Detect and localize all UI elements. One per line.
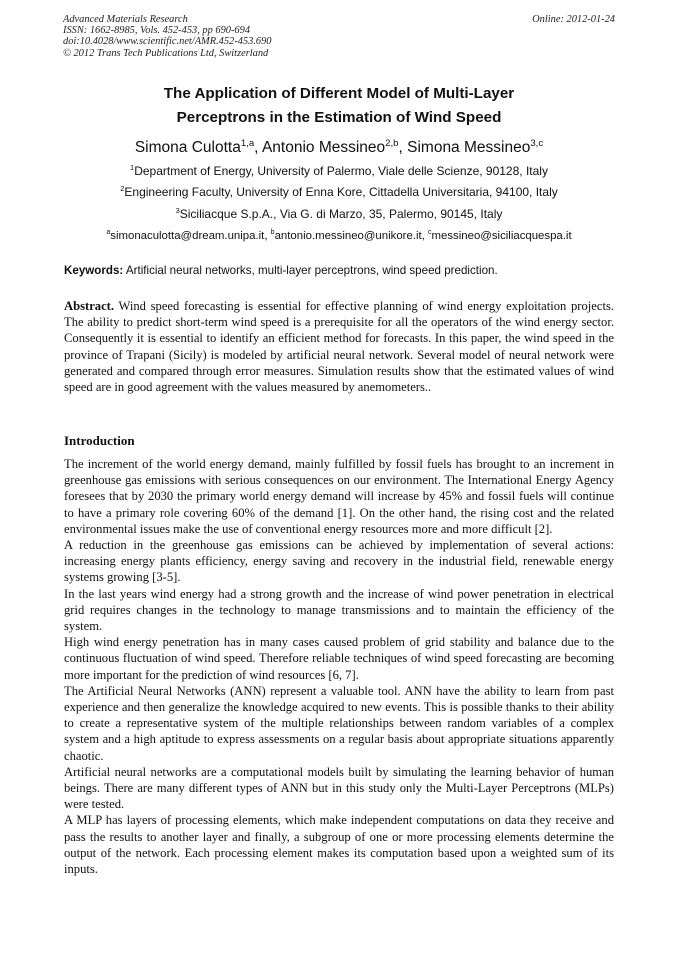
email-marker: c: [428, 229, 432, 237]
affiliation-text: Engineering Faculty, University of Enna Kore, Cittadella Universitaria, 94100, Italy: [124, 185, 558, 199]
author-list: Simona Culotta$^{1,a}$, Antonio Messineo$^{2,b}$, Simona Messineo$^{3,c}$: [134, 137, 544, 156]
affiliation-marker: 3: [175, 206, 180, 215]
author-marker: 3,c: [530, 137, 544, 149]
email-marker: b: [270, 229, 275, 237]
title-line-2: Perceptrons in the Estimation of Wind Speed: [176, 109, 502, 126]
abstract: [64, 298, 614, 395]
affiliation-3: [30, 207, 648, 222]
email-address: simonaculotta@dream.unipa.it: [110, 230, 265, 242]
paper-title: [40, 82, 638, 130]
online-date: Online: 2012-01-24: [532, 14, 615, 25]
affiliation-marker: 1: [130, 163, 135, 172]
affiliation-marker: 2: [120, 184, 125, 193]
author-marker: 1,a: [240, 137, 255, 149]
affiliation-text: Siciliacque S.p.A., Via G. di Marzo, 35, Palermo, 90145, Italy: [179, 207, 503, 221]
affiliation-2: [30, 185, 648, 200]
affiliation-1: [30, 164, 648, 179]
body-paragraph: Artificial neural networks are a computational models built by simulating the learning behavior of human beings. There are many different types of ANN but in this study only the Multi-Layer Perceptrons (MLPs) were tested.: [64, 764, 614, 812]
abstract-text: Wind speed forecasting is essential for effective planning of wind energy exploitation projects. The ability to predict short-term wind speed is a prerequisite for all the operators of the wind energy sector. Consequently it is essential to identify an efficient method for forecasts. In this paper, the wind speed in the province of Trapani (Sicily) is modeled by artificial neural network. Several model of neural network were generated and compared through error measures. Simulation results show that the estimated values of wind speed are in good agreement with the values measured by anemometers..: [64, 299, 615, 395]
journal-header: [63, 14, 615, 59]
abstract-label: Abstract.: [64, 299, 115, 313]
affiliation-text: Department of Energy, University of Palermo, Viale delle Scienze, 90128, Italy: [134, 164, 548, 178]
keywords-label: Keywords:: [64, 264, 124, 277]
issn-line: ISSN: 1662-8985, Vols. 452-453, pp 690-694: [63, 25, 251, 37]
author-name: Antonio Messineo: [261, 139, 386, 156]
author-emails: $^a$simonaculotta@dream.unipa.it, $^b$antonio.messineo@unikore.it, $^c$messineo@siciliacquespa.it: [106, 229, 572, 242]
title-line-1: The Application of Different Model of Multi-Layer: [163, 85, 515, 102]
body-paragraph: The increment of the world energy demand, mainly fulfilled by fossil fuels has brought to an increment in greenhouse gas emissions with serious consequences on our environment. The International Energy Agency foresees that by 2030 the primary world energy demand will increase by 45% and fossil fuels will continue to have a primary role covering 60% of the demand [1]. On the other hand, the rising cost and the related environmental issues make the use of conventional energy resources more and more difficult [2].: [64, 457, 614, 536]
author-name: Simona Messineo: [407, 139, 531, 156]
body-paragraph: The Artificial Neural Networks (ANN) represent a valuable tool. ANN have the ability to learn from past experience and then generalize the knowledge acquired to new events. This is possible thanks to their ability to create a representative system of the multiple relationships between random variables of a complex system and a high aptitude to express assessments on a regular basis about appropriate situations apparently chaotic.: [64, 683, 614, 763]
body-paragraph: A MLP has layers of processing elements, which make independent computations on data they receive and pass the results to another layer and finally, a subgroup of one or more processing elements determine the output of the network. Each processing element makes its computation based upon a weighted sum of its inputs.: [64, 813, 614, 877]
author-name: Simona Culotta: [134, 139, 241, 156]
keywords-text: Artificial neural networks, multi-layer perceptrons, wind speed prediction.: [125, 264, 498, 277]
journal-name: Advanced Materials Research: [63, 14, 188, 25]
keywords: [64, 263, 616, 278]
body-paragraph: A reduction in the greenhouse gas emissions can be achieved by implementation of several actions: increasing energy plants efficiency, energy saving and recovery in the industrial field, renewable energy systems growing [3-5].: [64, 538, 614, 585]
copyright-line: © 2012 Trans Tech Publications Ltd, Switzerland: [63, 47, 269, 59]
body-paragraph: High wind energy penetration has in many cases caused problem of grid stability and balance due to the continuous fluctuation of wind speed. Therefore reliable techniques of wind speed forecasting are becoming more important for the prediction of wind resources [6, 7].: [64, 635, 614, 682]
email-address: messineo@siciliacquespa.it: [431, 230, 572, 242]
body-paragraph: In the last years wind energy had a strong growth and the increase of wind power penetration in electrical grid requires changes in the technology to manage transmissions and to maintain the efficiency of the system.: [64, 586, 614, 634]
introduction-body: [64, 456, 614, 877]
author-marker: 2,b: [385, 137, 399, 149]
section-heading: Introduction: [64, 433, 135, 448]
email-address: antonio.messineo@unikore.it: [274, 230, 422, 242]
doi-line: doi:10.4028/www.scientific.net/AMR.452-453.690: [63, 36, 272, 48]
abstract-paragraph: [64, 298, 614, 395]
email-marker: a: [106, 229, 111, 237]
